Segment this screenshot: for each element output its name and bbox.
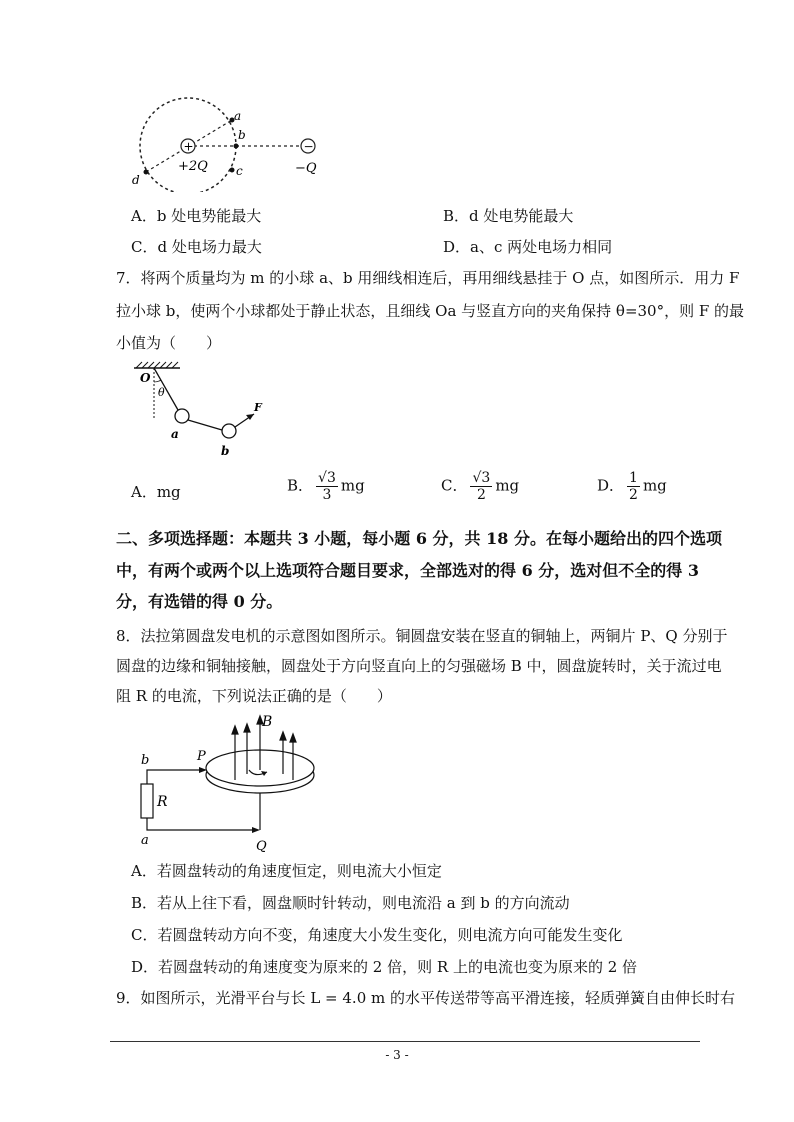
q8-text-line-1: 8．法拉第圆盘发电机的示意图如图所示。铜圆盘安装在竖直的铜轴上，两铜片 P、Q 分别于	[116, 627, 728, 645]
q7-option-d-prefix: D．	[597, 476, 625, 495]
label-r: R	[157, 794, 168, 810]
q7-option-c-fraction	[470, 470, 492, 503]
wire-arrow-q	[252, 827, 260, 833]
q7-text-line-1: 7．将两个质量均为 m 的小球 a、b 用细线相连后，再用细线悬挂于 O 点，如图所示．用力 F	[116, 269, 740, 287]
q6-option-c[interactable]: C．d 处电场力最大	[131, 238, 262, 256]
point-b	[234, 144, 239, 149]
point-c	[230, 168, 235, 173]
ball-b	[222, 424, 236, 438]
q8-text-line-2: 圆盘的边缘和铜轴接触，圆盘处于方向竖直向上的匀强磁场 B 中，圆盘旋转时，关于流过电	[116, 657, 722, 675]
label-a: a	[171, 427, 179, 441]
q6-option-a[interactable]: A．b 处电势能最大	[131, 207, 262, 225]
q8-option-c[interactable]: C．若圆盘转动方向不变，角速度大小发生变化，则电流方向可能发生变化	[131, 926, 623, 944]
q7-option-b-fraction	[316, 470, 338, 503]
q7-option-d-suffix: mg	[642, 476, 667, 495]
theta-arc	[154, 380, 161, 382]
section-2-heading-line-2: 中，有两个或两个以上选项符合题目要求，全部选对的得 6 分，选对但不全的得 3	[116, 561, 699, 580]
wire-b-to-p	[147, 770, 203, 784]
label-d: d	[132, 173, 140, 187]
q6-figure	[120, 92, 330, 192]
label-a: a	[141, 833, 149, 848]
q7-option-c[interactable]	[441, 470, 519, 503]
label-b: b	[238, 128, 246, 142]
label-b: b	[221, 444, 230, 458]
fraction-denominator: 2	[476, 487, 486, 503]
fraction-denominator: 3	[322, 487, 332, 503]
point-d	[144, 170, 149, 175]
label-plus-2q: +2Q	[178, 159, 208, 174]
label-f: F	[254, 401, 262, 414]
q7-option-b[interactable]	[287, 470, 365, 503]
label-p: P	[197, 749, 206, 764]
footer-divider	[110, 1041, 700, 1042]
plus-sign: +	[183, 139, 194, 154]
ball-a	[175, 409, 189, 423]
q7-text-line-2: 拉小球 b，使两个小球都处于静止状态，且细线 Oa 与竖直方向的夹角保持 θ=30°，则 F 的最	[116, 302, 745, 320]
fraction-numerator: 1	[629, 470, 638, 486]
minus-sign: −	[303, 139, 314, 154]
fraction-numerator: √3	[318, 470, 336, 486]
label-o: O	[140, 371, 151, 385]
label-q: Q	[256, 839, 267, 854]
q7-figure	[128, 360, 278, 460]
q7-option-c-prefix: C．	[441, 476, 468, 495]
q7-option-d-fraction	[627, 470, 640, 503]
label-a: a	[234, 109, 242, 123]
label-c: c	[236, 164, 243, 178]
q8-figure	[135, 712, 325, 857]
q7-option-b-prefix: B．	[287, 476, 314, 495]
q9-text-line-1: 9．如图所示，光滑平台与长 L = 4.0 m 的水平传送带等高平滑连接，轻质弹簧自由伸长时右	[116, 989, 735, 1007]
ceiling-hatch	[136, 362, 178, 368]
q8-option-a[interactable]: A．若圆盘转动的角速度恒定，则电流大小恒定	[131, 862, 442, 880]
q7-option-b-suffix: mg	[340, 476, 365, 495]
string-ab	[188, 420, 222, 430]
q7-option-d[interactable]	[597, 470, 667, 503]
q8-option-d[interactable]: D．若圆盘转动的角速度变为原来的 2 倍，则 R 上的电流也变为原来的 2 倍	[131, 958, 638, 976]
fraction-numerator: √3	[472, 470, 491, 486]
resistor-r	[141, 784, 153, 818]
q7-option-c-suffix: mg	[495, 476, 520, 495]
wire-a-to-q	[147, 818, 256, 830]
section-2-heading-line-3: 分，有选错的得 0 分。	[116, 592, 283, 611]
label-theta: θ	[158, 386, 165, 399]
section-2-heading-line-1: 二、多项选择题：本题共 3 小题，每小题 6 分，共 18 分。在每小题给出的四个选项	[116, 529, 722, 548]
label-b-field: B	[262, 714, 273, 730]
q7-option-a[interactable]: A．mg	[131, 483, 181, 501]
q8-text-line-3: 阻 R 的电流，下列说法正确的是（ ）	[116, 687, 392, 705]
fraction-denominator: 2	[629, 487, 638, 503]
q7-text-line-3: 小值为（ ）	[116, 334, 222, 352]
q8-option-b[interactable]: B．若从上往下看，圆盘顺时针转动，则电流沿 a 到 b 的方向流动	[131, 894, 570, 912]
label-minus-q: −Q	[295, 161, 317, 176]
page-number: - 3 -	[385, 1048, 409, 1062]
q6-option-b[interactable]: B．d 处电势能最大	[443, 207, 574, 225]
q6-option-d[interactable]: D．a、c 两处电场力相同	[443, 238, 613, 256]
label-b: b	[141, 753, 150, 768]
